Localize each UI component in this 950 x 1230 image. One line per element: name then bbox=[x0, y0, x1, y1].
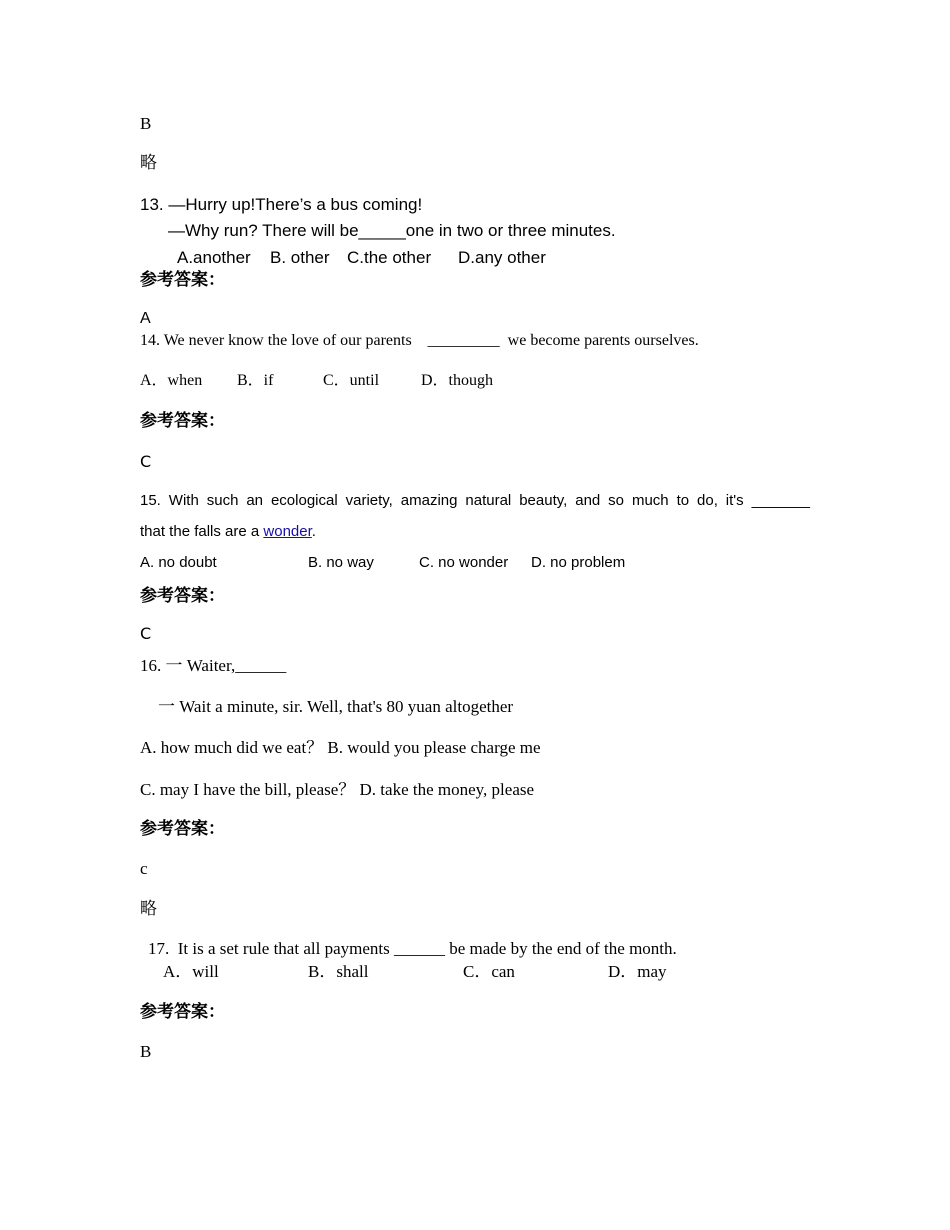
q15-option-b: B. no way bbox=[308, 554, 374, 571]
q17-answer: B bbox=[140, 1042, 152, 1061]
q13-option-b: B. other bbox=[270, 248, 330, 267]
q14-option-a: A．when bbox=[140, 372, 203, 389]
q17-option-b: B．shall bbox=[308, 962, 369, 981]
q15-line1: 15. With such an ecological variety, amazing natural beauty, and so much to do, it's _______ bbox=[140, 492, 810, 509]
q14-answer: C bbox=[140, 452, 152, 471]
q15-option-a: A. no doubt bbox=[140, 554, 217, 571]
wonder-link[interactable]: wonder bbox=[263, 523, 312, 540]
q16-option-line1: A. how much did we eat？ B. would you please charge me bbox=[140, 738, 541, 757]
q15-answer: C bbox=[140, 624, 152, 643]
q13-line1: 13. —Hurry up!There’s a bus coming! bbox=[140, 195, 423, 214]
q12-answer: B bbox=[140, 114, 152, 133]
q13-option-d: D.any other bbox=[458, 248, 546, 267]
q16-line2: 一 Wait a minute, sir. Well, that's 80 yuan altogether bbox=[158, 697, 514, 716]
q16-analysis: 略 bbox=[140, 899, 157, 919]
q16-answer: c bbox=[140, 859, 148, 878]
q15-line2-pre: that the falls are a bbox=[140, 523, 264, 540]
q17-stem: 17. It is a set rule that all payments ______ be made by the end of the month. bbox=[148, 939, 677, 958]
q13-answer-label: 参考答案： bbox=[140, 270, 225, 290]
q17-answer-label: 参考答案： bbox=[140, 1002, 225, 1022]
q14-answer-label: 参考答案： bbox=[140, 411, 225, 431]
q15-answer-label: 参考答案： bbox=[140, 586, 225, 606]
q15-line2 bbox=[140, 524, 316, 539]
q17-option-c: C．can bbox=[463, 962, 515, 981]
q16-answer-label: 参考答案： bbox=[140, 819, 225, 839]
q14-stem: 14. We never know the love of our parents _________ we become parents ourselves. bbox=[140, 332, 699, 349]
q13-option-c: C.the other bbox=[347, 248, 432, 267]
q14-option-d: D．though bbox=[421, 372, 494, 389]
q13-option-a: A.another bbox=[177, 248, 251, 267]
q15-option-d: D. no problem bbox=[531, 554, 626, 571]
q17-option-d: D．may bbox=[608, 962, 667, 981]
q13-answer: A bbox=[140, 310, 151, 327]
q17-option-a: A．will bbox=[163, 962, 219, 981]
q15-line2-post: . bbox=[311, 523, 316, 540]
q14-option-c: C．until bbox=[323, 372, 380, 389]
q13-line2: —Why run? There will be_____one in two or three minutes. bbox=[168, 221, 616, 240]
q12-analysis: 略 bbox=[140, 153, 157, 173]
q14-option-b: B．if bbox=[237, 372, 274, 389]
q16-option-line2: C. may I have the bill, please？ D. take the money, please bbox=[140, 780, 535, 799]
q15-option-c: C. no wonder bbox=[419, 554, 509, 571]
q16-line1: 16. 一 Waiter,______ bbox=[140, 656, 287, 675]
